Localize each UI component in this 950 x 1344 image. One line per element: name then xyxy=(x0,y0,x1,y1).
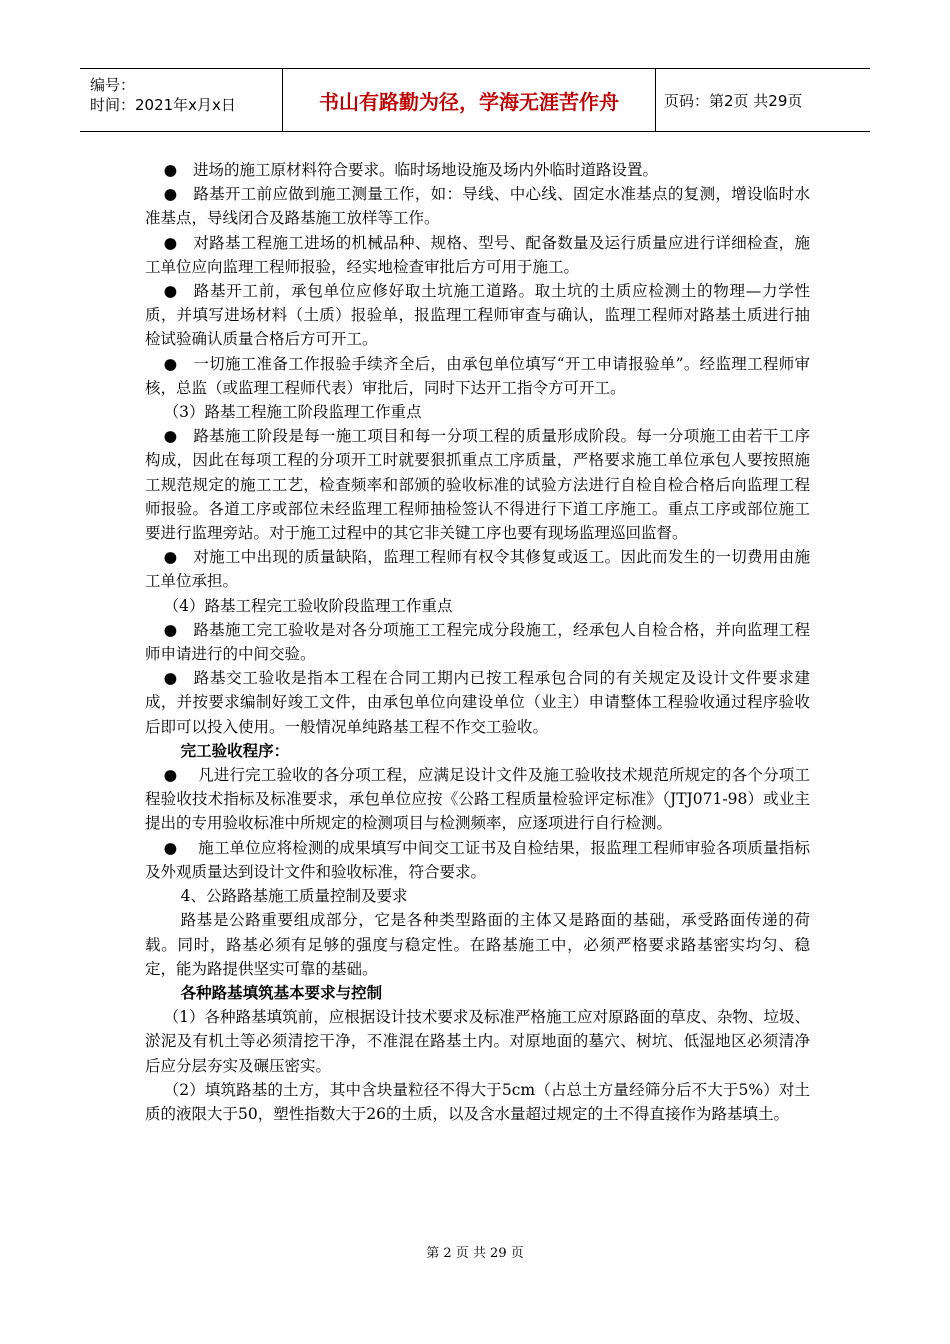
section-heading: （2）填筑路基的土方，其中含块量粒径不得大于5cm（占总土方量经筛分后不大于5%）对土质的液限大于50，塑性指数大于26的土质，以及含水量超过规定的土不得直接作为路基填土。 xyxy=(145,1080,810,1123)
bold-subheading: 各种路基填筑基本要求与控制 xyxy=(180,983,383,1002)
page-header xyxy=(80,68,870,132)
page-footer: 第 2 页 共 29 页 xyxy=(426,1246,524,1261)
bold-subheading: 完工验收程序： xyxy=(180,741,290,760)
bullet-paragraph: ● 路基开工前应做到施工测量工作，如：导线、中心线、固定水准基点的复测，增设临时水准基点，导线闭合及路基施工放样等工作。 xyxy=(145,182,810,230)
section-heading: （3）路基工程施工阶段监理工作重点 xyxy=(163,403,422,422)
section-heading: （4）路基工程完工验收阶段监理工作重点 xyxy=(163,596,453,615)
body-paragraph: 路基是公路重要组成部分，它是各种类型路面的主体又是路面的基础，承受路面传递的荷载。同时，路基必须有足够的强度与稳定性。在路基施工中，必须严格要求路基密实均匀、稳定，能为路提供坚实可靠的基础。 xyxy=(145,911,810,978)
bullet-paragraph: ● 路基施工完工验收是对各分项施工工程完成分段施工，经承包人自检合格，并向监理工程师申请进行的中间交验。 xyxy=(145,618,810,666)
bullet-paragraph: ● 一切施工准备工作报验手续齐全后，由承包单位填写“开工申请报验单”。经监理工程师审核，总监（或监理工程师代表）审批后，同时下达开工指令方可开工。 xyxy=(145,352,810,400)
bullet-paragraph: ● 对路基工程施工进场的机械品种、规格、型号、配备数量及运行质量应进行详细检查，施工单位应向监理工程师报验，经实地检查审批后方可用于施工。 xyxy=(145,231,810,279)
bullet-paragraph: ● 施工单位应将检测的成果填写中间交工证书及自检结果，报监理工程师审验各项质量指标及外观质量达到设计文件和验收标准，符合要求。 xyxy=(145,836,810,884)
header-page-label: 页码：第2页 共29页 xyxy=(664,91,803,110)
header-meta xyxy=(80,69,283,131)
number-label: 编号： xyxy=(90,76,136,94)
bullet-paragraph: ● 凡进行完工验收的各分项工程，应满足设计文件及施工验收技术规范所规定的各个分项工程验收技术指标及标准要求，承包单位应按《公路工程质量检验评定标准》（JTJ071-98）或业主提出的专用验收标准中所规定的检测项目与检测频率，应逐项进行自行检测。 xyxy=(145,763,810,836)
document-body xyxy=(145,158,810,1126)
bullet-paragraph: ● 路基施工阶段是每一施工项目和每一分项工程的质量形成阶段。每一分项施工由若干工序构成，因此在每项工程的分项开工时就要狠抓重点工序质量，严格要求施工单位承包人要按照施工规范规定的施工工艺，检查频率和部颁的验收标准的试验方法进行自检自检合格后向监理工程师报验。各道工序或部位未经监理工程师抽检签认不得进行下道工序施工。重点工序或部位施工要进行监理旁站。对于施工过程中的其它非关键工序也要有现场监理巡回监督。 xyxy=(145,424,810,545)
header-motto: 书山有路勤为径，学海无涯苦作舟 xyxy=(283,69,656,131)
bullet-paragraph: ● 路基交工验收是指本工程在合同工期内已按工程承包合同的有关规定及设计文件要求建成，并按要求编制好竣工文件，由承包单位向建设单位（业主）申请整体工程验收通过程序验收后即可以投入使用。一般情况单纯路基工程不作交工验收。 xyxy=(145,666,810,739)
body-paragraph: 4、公路路基施工质量控制及要求 xyxy=(180,887,408,906)
bullet-paragraph: ● 对施工中出现的质量缺陷，监理工程师有权令其修复或返工。因此而发生的一切费用由施工单位承担。 xyxy=(145,545,810,593)
bullet-paragraph: ● 进场的施工原材料符合要求。临时场地设施及场内外临时道路设置。 xyxy=(145,158,810,182)
bullet-paragraph: ● 路基开工前，承包单位应修好取土坑施工道路。取土坑的土质应检测土的物理—力学性质，并填写进场材料（土质）报验单，报监理工程师审查与确认，监理工程师对路基土质进行抽检试验确认质量合格后方可开工。 xyxy=(145,279,810,352)
date-label: 时间：2021年x月x日 xyxy=(90,96,236,114)
section-heading: （1）各种路基填筑前，应根据设计技术要求及标准严格施工应对原路面的草皮、杂物、垃圾、淤泥及有机土等必须清挖干净，不准混在路基土内。对原地面的墓穴、树坑、低湿地区必须清净后应分层夯实及碾压密实。 xyxy=(145,1008,810,1075)
